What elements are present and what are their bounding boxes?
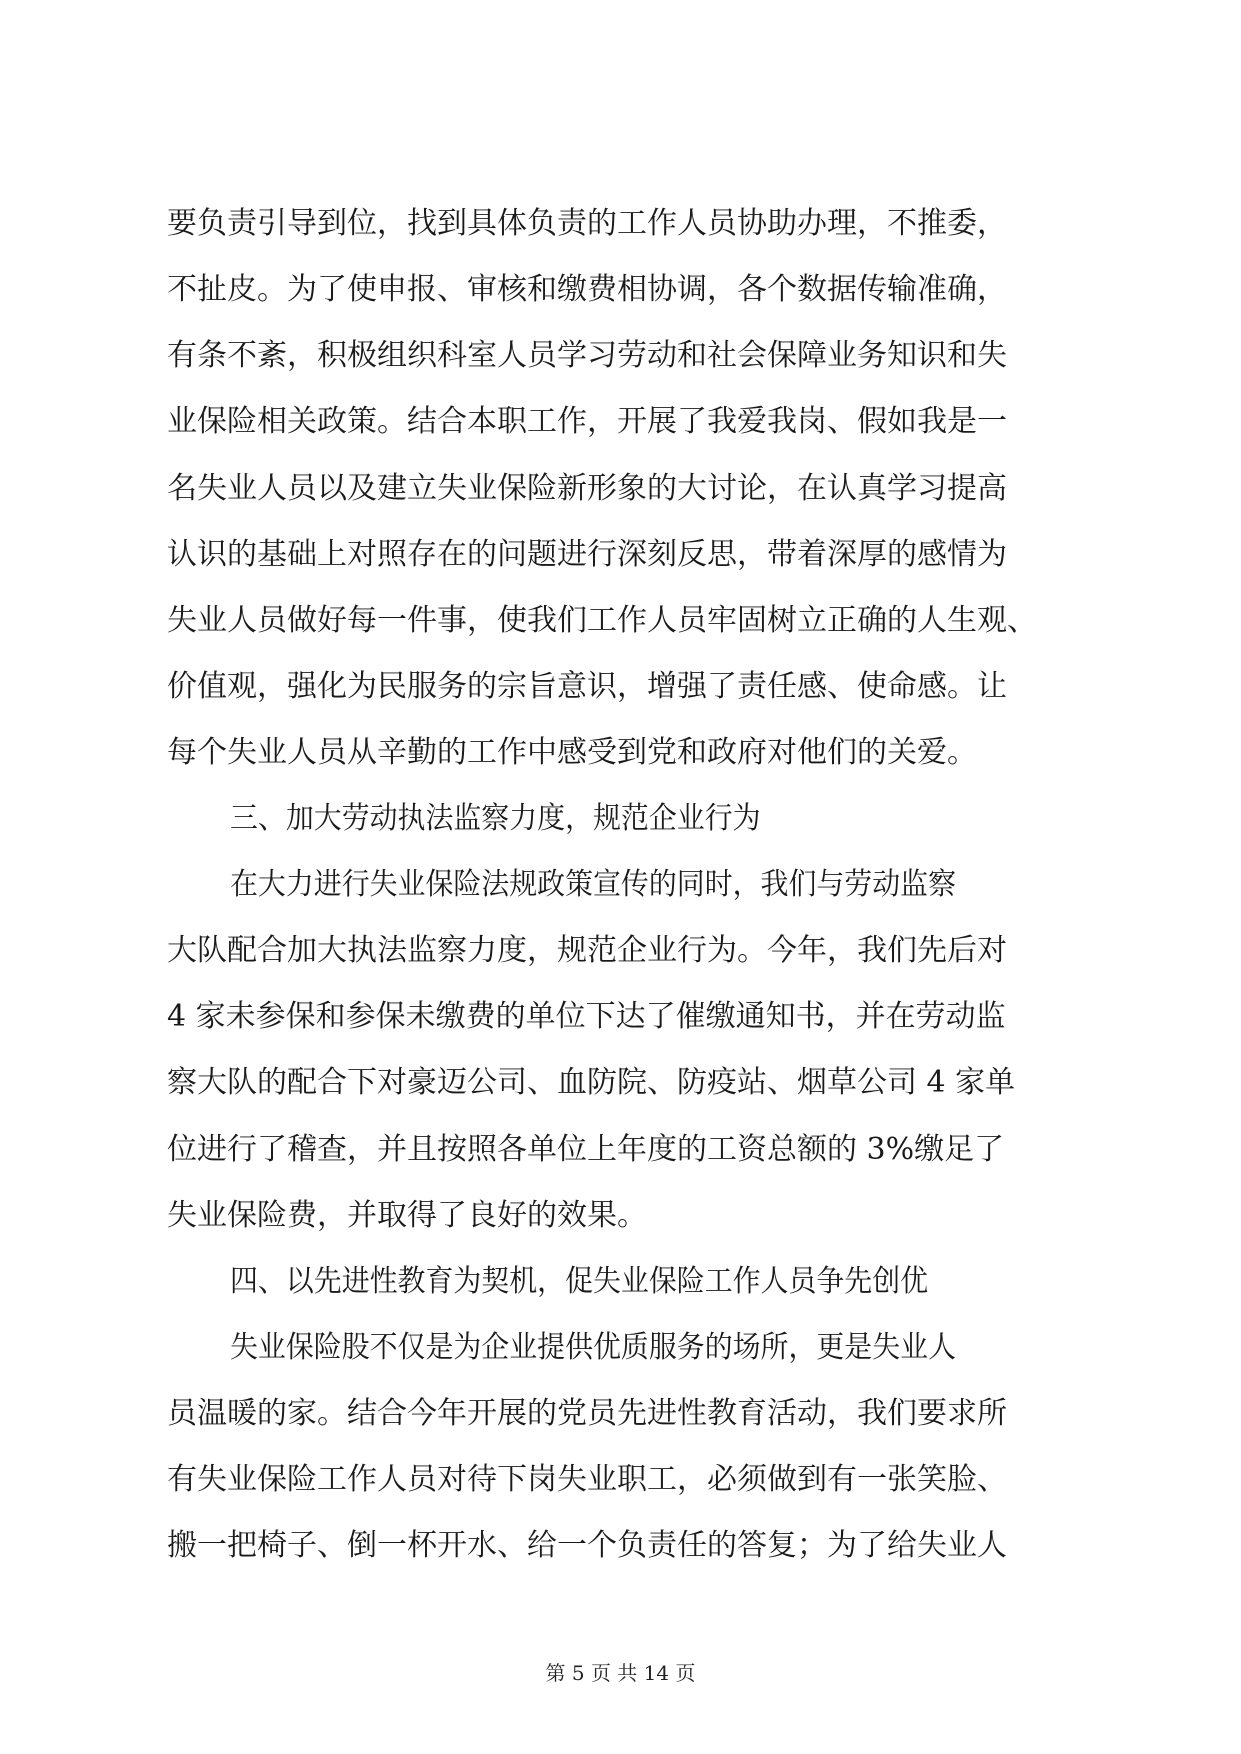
text-line: 搬一把椅子、倒一杯开水、给一个负责任的答复；为了给失业人 — [167, 1528, 1007, 1563]
text-line: 不扯皮。为了使申报、审核和缴费相协调，各个数据传输准确， — [167, 272, 1007, 307]
text-line: 每个失业人员从辛勤的工作中感受到党和政府对他们的关爱。 — [167, 735, 977, 770]
page-footer: 第 5 页 共 14 页 — [545, 1661, 696, 1685]
text-line: 要负责引导到位，找到具体负责的工作人员协助办理，不推委， — [167, 206, 1007, 241]
text-line: 价值观，强化为民服务的宗旨意识，增强了责任感、使命感。让 — [167, 669, 1007, 704]
text-line: 位进行了稽查，并且按照各单位上年度的工资总额的 3%缴足了 — [167, 1132, 1005, 1167]
section-heading: 四、以先进性教育为契机，促失业保险工作人员争先创优 — [230, 1264, 929, 1299]
text-line: 4 家未参保和参保未缴费的单位下达了催缴通知书，并在劳动监 — [167, 999, 1006, 1034]
section-heading: 三、加大劳动执法监察力度，规范企业行为 — [230, 801, 761, 836]
text-line: 失业保险费，并取得了良好的效果。 — [167, 1198, 647, 1233]
text-line: 失业保险股不仅是为企业提供优质服务的场所，更是失业人 — [230, 1330, 956, 1365]
text-line: 业保险相关政策。结合本职工作，开展了我爱我岗、假如我是一 — [167, 404, 1007, 439]
text-line: 有条不紊，积极组织科室人员学习劳动和社会保障业务知识和失 — [167, 338, 1007, 373]
text-line: 在大力进行失业保险法规政策宣传的同时，我们与劳动监察 — [230, 867, 956, 902]
text-line: 有失业保险工作人员对待下岗失业职工，必须做到有一张笑脸、 — [167, 1462, 1007, 1497]
text-line: 名失业人员以及建立失业保险新形象的大讨论，在认真学习提高 — [167, 471, 1007, 506]
text-line: 失业人员做好每一件事，使我们工作人员牢固树立正确的人生观、 — [167, 603, 1037, 638]
text-line: 认识的基础上对照存在的问题进行深刻反思，带着深厚的感情为 — [167, 537, 1007, 572]
text-line: 察大队的配合下对豪迈公司、血防院、防疫站、烟草公司 4 家单 — [167, 1065, 1016, 1100]
text-line: 员温暖的家。结合今年开展的党员先进性教育活动，我们要求所 — [167, 1396, 1007, 1431]
text-line: 大队配合加大执法监察力度，规范企业行为。今年，我们先后对 — [167, 933, 1007, 968]
